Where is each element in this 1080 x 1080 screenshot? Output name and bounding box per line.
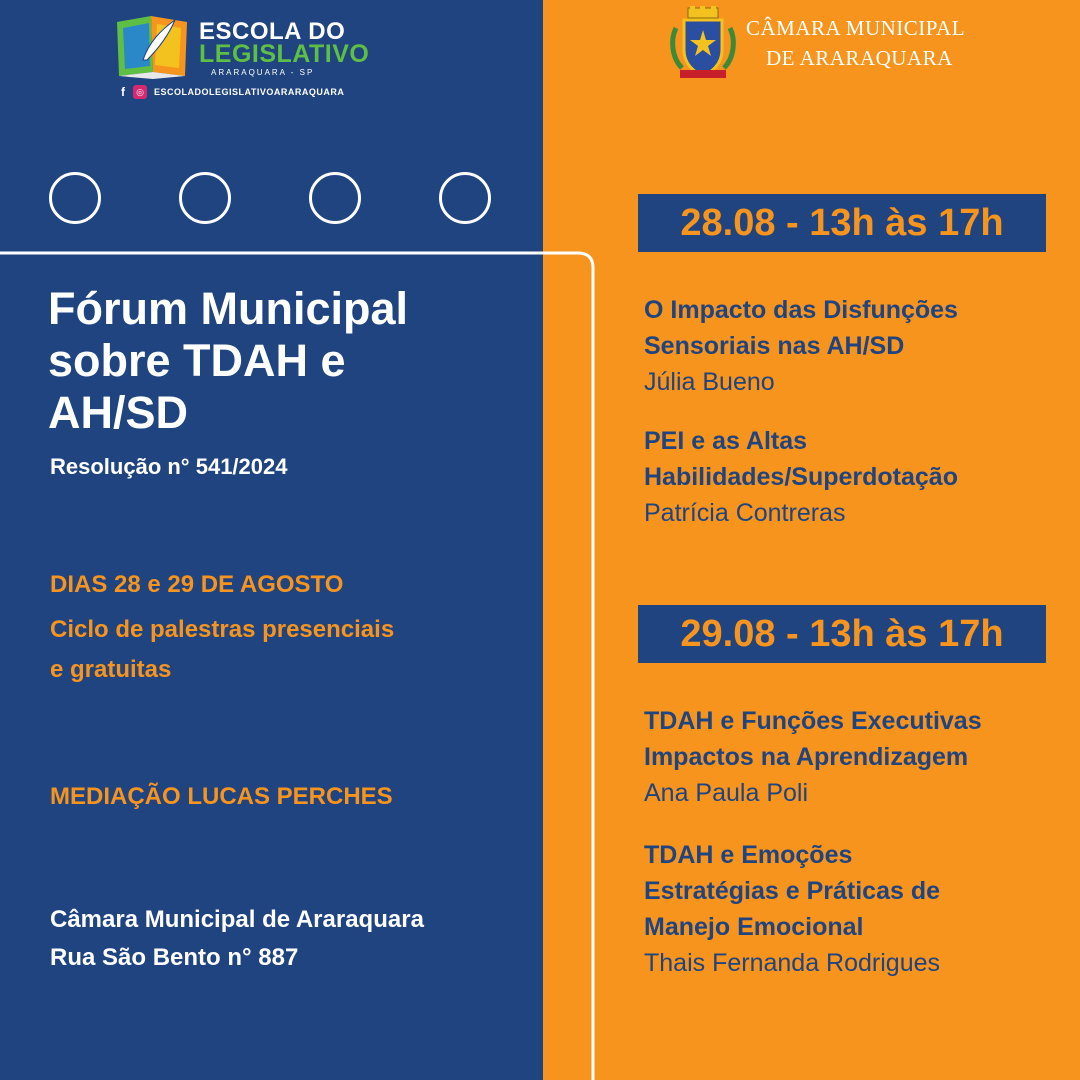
talk-item	[644, 837, 940, 981]
event-title	[48, 283, 518, 439]
decorative-circle	[309, 172, 361, 224]
logo-escola-do: ESCOLA DO	[199, 18, 346, 45]
social-handles	[116, 85, 344, 99]
social-handle-text: ESCOLADOLEGISLATIVOARARAQUARA	[154, 87, 345, 97]
talk-item	[644, 292, 958, 400]
talk-title-line: Sensoriais nas AH/SD	[644, 332, 905, 360]
decorative-circle	[439, 172, 491, 224]
instagram-icon[interactable]: ◎	[133, 85, 147, 99]
cycle-description-line2: e gratuitas	[50, 656, 172, 683]
talk-title-line: Habilidades/Superdotação	[644, 463, 958, 491]
title-line: AH/SD	[48, 387, 189, 438]
talk-title-line: Impactos na Aprendizagem	[644, 743, 969, 771]
talk-speaker: Júlia Bueno	[644, 368, 775, 396]
talk-title-line: Manejo Emocional	[644, 913, 864, 941]
logo-city: ARARAQUARA - SP	[211, 68, 315, 77]
talk-title-line: Estratégias e Práticas de	[644, 877, 940, 905]
venue-address: Rua São Bento n° 887	[50, 944, 299, 971]
day1-date-badge: 28.08 - 13h às 17h	[638, 194, 1046, 252]
event-dates: DIAS 28 e 29 DE AGOSTO	[50, 571, 344, 598]
talk-speaker: Patrícia Contreras	[644, 499, 846, 527]
camara-municipal-line2: DE ARARAQUARA	[766, 46, 953, 70]
cycle-description-line1: Ciclo de palestras presenciais	[50, 616, 395, 643]
venue-name: Câmara Municipal de Araraquara	[50, 906, 424, 933]
talk-speaker: Ana Paula Poli	[644, 779, 809, 807]
talk-title-line: TDAH e Funções Executivas	[644, 707, 982, 735]
resolution-number: Resolução n° 541/2024	[50, 454, 288, 479]
talk-item	[644, 423, 958, 531]
city-coat-of-arms-icon	[668, 6, 738, 82]
facebook-icon[interactable]: f	[121, 85, 125, 99]
mediation: MEDIAÇÃO LUCAS PERCHES	[50, 783, 393, 810]
decorative-circle	[179, 172, 231, 224]
day2-date-badge: 29.08 - 13h às 17h	[638, 605, 1046, 663]
camara-municipal-line1: CÂMARA MUNICIPAL	[746, 16, 966, 40]
talk-title-line: TDAH e Emoções	[644, 841, 853, 869]
logo-legislativo: LEGISLATIVO	[199, 40, 370, 68]
talk-title-line: O Impacto das Disfunções	[644, 296, 958, 324]
title-line: Fórum Municipal	[48, 283, 408, 334]
escola-legislativo-logo	[113, 10, 403, 105]
decorative-circle	[49, 172, 101, 224]
talk-item	[644, 703, 982, 811]
talk-title-line: PEI e as Altas	[644, 427, 808, 455]
book-quill-icon	[113, 12, 193, 80]
talk-speaker: Thais Fernanda Rodrigues	[644, 949, 940, 977]
title-line: sobre TDAH e	[48, 335, 346, 386]
